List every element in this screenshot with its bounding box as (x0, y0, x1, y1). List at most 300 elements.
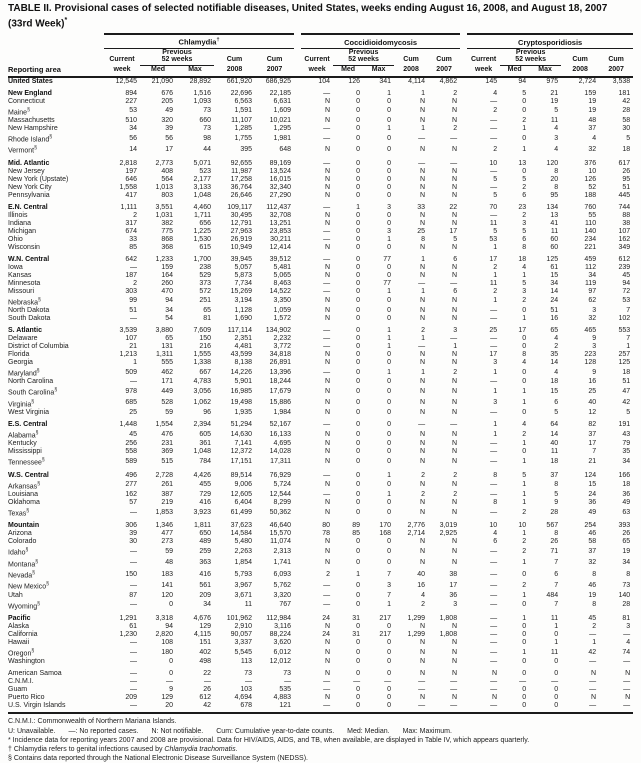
cell: N (325, 639, 331, 647)
cell: 89 (352, 522, 361, 530)
cell: 2 (522, 183, 527, 191)
cell: 7 (554, 559, 559, 567)
cell: 0 (387, 399, 392, 407)
cell: 685 (125, 399, 137, 407)
cell: N (420, 548, 426, 556)
cell: 4,694 (234, 694, 252, 702)
cell: N (452, 315, 458, 323)
cell: 18,244 (269, 378, 292, 386)
cell: 0 (169, 670, 173, 678)
cell: 16 (588, 378, 597, 386)
column-gap (294, 417, 301, 429)
cell: 0 (356, 388, 361, 396)
row-label: Nebraska§ (8, 296, 41, 307)
cell: 376 (584, 159, 597, 167)
cell: N (420, 271, 426, 279)
cell: 1 (522, 458, 527, 466)
cell: 49 (588, 508, 597, 516)
cell: N (420, 430, 426, 438)
cell: 4,676 (193, 615, 211, 623)
cell: 217 (379, 631, 392, 639)
cell: 2 (522, 548, 527, 556)
cell: 0 (387, 623, 392, 631)
table-row (8, 244, 633, 252)
cell: 59 (165, 409, 173, 417)
cell: 5,724 (273, 481, 292, 489)
cell: 39 (165, 125, 173, 133)
column-gap (460, 168, 467, 176)
col-header-max: Max (176, 65, 214, 77)
column-gap (294, 212, 301, 220)
cell: 1 (592, 639, 597, 647)
table-body (8, 77, 633, 711)
cell: 1,128 (234, 307, 252, 315)
cell: N (325, 219, 331, 227)
cell: 20 (165, 702, 173, 710)
cell: 3 (493, 399, 498, 407)
cell: 0 (387, 430, 392, 438)
table-row (8, 176, 633, 184)
cell: N (325, 508, 331, 516)
cell: N (452, 183, 458, 191)
cell: 5,057 (234, 263, 252, 271)
cell: 0 (387, 694, 392, 702)
cell: 1 (387, 287, 392, 295)
table-row (8, 639, 633, 647)
column-gap (460, 65, 467, 77)
table-row (8, 98, 633, 106)
cell: 18 (622, 368, 631, 376)
cell: 489 (199, 538, 211, 546)
col-header-cum: Cum (266, 56, 283, 64)
cell: 159 (161, 263, 173, 271)
cell: 181 (618, 89, 631, 97)
subheader-row-lower (8, 65, 633, 77)
cell: 140 (584, 227, 597, 235)
cell: 2 (522, 117, 527, 125)
row-label: Pacific (8, 615, 31, 623)
cell: — (490, 134, 498, 142)
cell: 1 (522, 146, 527, 154)
cell: 43 (622, 430, 631, 438)
cell: 470 (161, 287, 173, 295)
cell: — (130, 582, 137, 590)
cell: — (490, 601, 498, 609)
cell: 0 (356, 271, 361, 279)
column-gap (294, 378, 301, 386)
cell: 2 (421, 327, 426, 335)
cell: 561 (199, 582, 211, 590)
cell: N (452, 559, 458, 567)
column-gap (460, 686, 467, 694)
column-gap (460, 264, 467, 272)
cell: 5,545 (234, 648, 252, 656)
cell: 0 (387, 538, 392, 546)
cell: 0 (356, 582, 361, 590)
cell: 2,776 (407, 522, 426, 530)
cell: 760 (584, 203, 597, 211)
cell: 19,498 (230, 399, 252, 407)
cell: — (166, 678, 173, 686)
header-spacer (8, 34, 104, 48)
cell: 24 (322, 615, 331, 623)
cell: 38 (449, 570, 458, 578)
column-gap (460, 378, 467, 386)
cell: 1 (387, 343, 392, 351)
cell: 2,724 (578, 77, 597, 85)
cell: 686,925 (265, 77, 292, 85)
cell: 1 (522, 530, 527, 538)
cell: — (130, 670, 137, 678)
table-row (8, 647, 633, 658)
cell: 2 (522, 538, 527, 546)
cell: 0 (522, 378, 527, 386)
table-row (8, 280, 633, 288)
cell: 166 (618, 471, 631, 479)
cell: N (420, 448, 426, 456)
cell: 8 (554, 167, 559, 175)
cell: 0 (387, 117, 392, 125)
row-label: North Carolina (8, 378, 54, 386)
column-gap (294, 272, 301, 280)
table-row (8, 117, 633, 125)
cell: 9,006 (234, 481, 252, 489)
cell: — (323, 159, 331, 167)
col-header-2007: 2007 (599, 65, 633, 77)
cell: 476 (161, 430, 173, 438)
cell: 9 (592, 335, 597, 343)
cell: 46,640 (269, 522, 292, 530)
cell: — (418, 686, 426, 694)
cell: 10,949 (230, 243, 252, 251)
row-label: Kansas (8, 271, 32, 279)
cell: 3 (453, 601, 458, 609)
cell: 34 (550, 279, 559, 287)
cell: 1 (493, 368, 498, 376)
cell: 94 (518, 77, 527, 85)
cell: 2 (421, 491, 426, 499)
cell: 3,880 (155, 327, 173, 335)
cell: — (245, 678, 252, 686)
cell: 0 (387, 167, 392, 175)
cell: 496 (125, 471, 137, 479)
cell: 65 (203, 307, 211, 315)
cell: 395 (240, 146, 252, 154)
cell: 0 (387, 297, 392, 305)
cell: 77 (383, 255, 392, 263)
cell: N (420, 307, 426, 315)
cell: 99 (129, 297, 137, 305)
table-row (8, 409, 633, 417)
cell: 0 (356, 702, 361, 710)
cell: 5 (554, 107, 559, 115)
cell: 104 (318, 77, 331, 85)
col-header-week: week (301, 65, 333, 77)
cell: — (323, 125, 331, 133)
cell: 22 (449, 203, 458, 211)
header-spacer (8, 48, 104, 65)
column-gap (294, 491, 301, 499)
column-gap (460, 440, 467, 448)
table-row (8, 168, 633, 176)
cell: 52 (588, 183, 597, 191)
table-row (8, 315, 633, 323)
cell: N (420, 559, 426, 567)
cell: — (589, 678, 597, 686)
column-gap (294, 288, 301, 296)
row-label: Mid. Atlantic (8, 159, 50, 167)
cell: N (420, 409, 426, 417)
cell: 48 (165, 559, 173, 567)
column-gap (460, 106, 467, 117)
cell: 26 (622, 167, 631, 175)
cell: 417 (125, 191, 137, 199)
cell: 45 (129, 430, 137, 438)
cell: 81 (622, 615, 631, 623)
cell: N (452, 175, 458, 183)
column-gap (294, 323, 301, 335)
cell: 0 (522, 307, 527, 315)
cell: N (452, 448, 458, 456)
cell: N (325, 378, 331, 386)
cell: 17 (449, 227, 458, 235)
cell: N (420, 167, 426, 175)
table-row (8, 351, 633, 359)
cell: 0 (387, 548, 392, 556)
cell: 1 (522, 399, 527, 407)
cell: 33 (417, 203, 426, 211)
cell: 0 (387, 175, 392, 183)
cell: — (450, 421, 458, 429)
cell: 1 (522, 615, 527, 623)
cell: 1,554 (155, 421, 173, 429)
cell: 0 (356, 430, 361, 438)
cell: 0 (522, 623, 527, 631)
cell: 0 (522, 658, 527, 666)
table-row (8, 448, 633, 456)
cell: 349 (618, 243, 631, 251)
cell: 0 (387, 134, 392, 142)
row-label: Tennessee§ (8, 457, 45, 467)
cell: — (323, 89, 331, 97)
cell: N (420, 694, 426, 702)
cell: 523 (199, 167, 211, 175)
cell: 0 (356, 686, 361, 694)
column-gap (460, 530, 467, 538)
cell: 3,539 (119, 327, 137, 335)
cell: 10 (588, 167, 597, 175)
cell: 26,646 (230, 191, 252, 199)
cell: N (452, 243, 458, 251)
column-gap (460, 176, 467, 184)
col-header-cum: Cum (226, 56, 243, 64)
cell: 17,258 (230, 175, 252, 183)
row-label: United States (8, 77, 53, 85)
cell: 13,524 (269, 167, 292, 175)
cell: 0 (387, 388, 392, 396)
cell: 70 (489, 203, 498, 211)
cell: 12,544 (269, 491, 292, 499)
cell: 1 (387, 327, 392, 335)
row-label: New Hampshire (8, 125, 58, 133)
row-label: W.S. Central (8, 471, 49, 479)
cell: — (130, 548, 137, 556)
cell: 0 (387, 243, 392, 251)
column-gap (294, 192, 301, 200)
cell: 3 (387, 582, 392, 590)
legend-item: Med: Median. (347, 727, 390, 735)
cell: — (323, 287, 331, 295)
cell: 2 (453, 471, 458, 479)
cell: N (452, 359, 458, 367)
cell: 1 (493, 430, 498, 438)
column-gap (294, 156, 301, 168)
cell: 0 (522, 631, 527, 639)
cell: 159 (584, 89, 597, 97)
cell: — (490, 97, 498, 105)
cell: 30,211 (270, 235, 292, 243)
table-row (8, 307, 633, 315)
cell: 125 (618, 359, 631, 367)
cell: 1,346 (155, 522, 173, 530)
cell: 78 (322, 530, 331, 538)
cell: 0 (356, 219, 361, 227)
cell: — (490, 183, 498, 191)
row-label: Georgia (8, 359, 33, 367)
cell: 2 (522, 582, 527, 590)
cell: 744 (618, 203, 631, 211)
cell: 2 (453, 125, 458, 133)
cell: 3 (387, 203, 392, 211)
cell: 615 (199, 243, 211, 251)
cell: — (589, 686, 597, 694)
cell: 567 (546, 522, 559, 530)
table-row (8, 558, 633, 569)
cell: 0 (356, 191, 361, 199)
cell: 0 (356, 211, 361, 219)
cell: 89,514 (230, 471, 252, 479)
cell: 564 (161, 175, 173, 183)
cell: N (452, 351, 458, 359)
row-label: New Jersey (8, 167, 45, 175)
cell: 1 (387, 235, 392, 243)
cell: 0 (356, 243, 361, 251)
col-header-current: Current (304, 56, 330, 64)
row-label: Texas§ (8, 508, 30, 518)
column-gap (294, 176, 301, 184)
cell: 2,818 (119, 159, 137, 167)
cell: 4 (493, 530, 498, 538)
column-gap (460, 315, 467, 323)
cell: 24 (550, 297, 559, 305)
footnotes (8, 717, 633, 763)
column-gap (294, 398, 301, 409)
cell: 60 (550, 243, 559, 251)
cell: — (130, 263, 137, 271)
cell: 0 (387, 702, 392, 710)
cell: N (452, 307, 458, 315)
cell: 44 (203, 146, 211, 154)
cell: 5 (522, 227, 527, 235)
cell: 34 (165, 307, 173, 315)
cell: 1 (387, 368, 392, 376)
cell: 1 (421, 287, 426, 295)
cell: — (490, 307, 498, 315)
cell: 1 (387, 491, 392, 499)
cell: 257 (618, 351, 631, 359)
cell: 17,151 (230, 458, 252, 466)
cell: — (323, 203, 331, 211)
cell: N (325, 670, 331, 678)
cell: 129 (161, 694, 173, 702)
cell: 1,808 (439, 615, 458, 623)
row-label: South Carolina§ (8, 387, 58, 397)
cell: 0 (356, 639, 361, 647)
cell: 650 (199, 530, 211, 538)
cell: 41 (550, 219, 559, 227)
col-header-cum: Cum (403, 56, 419, 64)
table-row (8, 296, 633, 307)
cell: 341 (379, 77, 392, 85)
cell: — (490, 639, 498, 647)
column-gap (294, 144, 301, 155)
cell: 0 (522, 570, 527, 578)
column-gap (294, 409, 301, 417)
cell: — (490, 702, 498, 710)
cell: 95 (550, 191, 559, 199)
cell: — (418, 678, 426, 686)
cell: 18 (550, 378, 559, 386)
cell: 2 (453, 368, 458, 376)
cell: — (490, 335, 498, 343)
cell: 37 (588, 430, 597, 438)
cell: 3,620 (273, 639, 292, 647)
cell: 35 (622, 448, 631, 456)
cell: 1,530 (193, 235, 211, 243)
cell: 373 (199, 279, 211, 287)
cell: 8,138 (234, 359, 252, 367)
cell: 2,820 (155, 631, 173, 639)
cell: — (589, 658, 597, 666)
cell: 183 (161, 570, 173, 578)
cell: 22,185 (269, 89, 292, 97)
cell: 11 (550, 117, 559, 125)
cell: 103 (240, 686, 252, 694)
column-gap (460, 694, 467, 702)
cell: 2,177 (193, 175, 211, 183)
cell: 45 (622, 271, 631, 279)
cell: — (130, 686, 137, 694)
cell: 17 (518, 327, 527, 335)
table-row (8, 343, 633, 351)
cell: 1 (453, 343, 458, 351)
cell: 65 (550, 327, 559, 335)
cell: 22,696 (230, 89, 252, 97)
cell: 277 (125, 481, 137, 489)
cell: 498 (199, 658, 211, 666)
cell: N (452, 117, 458, 125)
cell: 36,764 (230, 183, 252, 191)
cell: 14 (129, 146, 137, 154)
column-gap (460, 580, 467, 591)
cell: 5,071 (193, 159, 211, 167)
cell: — (490, 491, 498, 499)
column-gap (460, 220, 467, 228)
cell: 1 (522, 271, 527, 279)
cell: — (490, 440, 498, 448)
cell: 0 (356, 159, 361, 167)
column-gap (460, 117, 467, 125)
